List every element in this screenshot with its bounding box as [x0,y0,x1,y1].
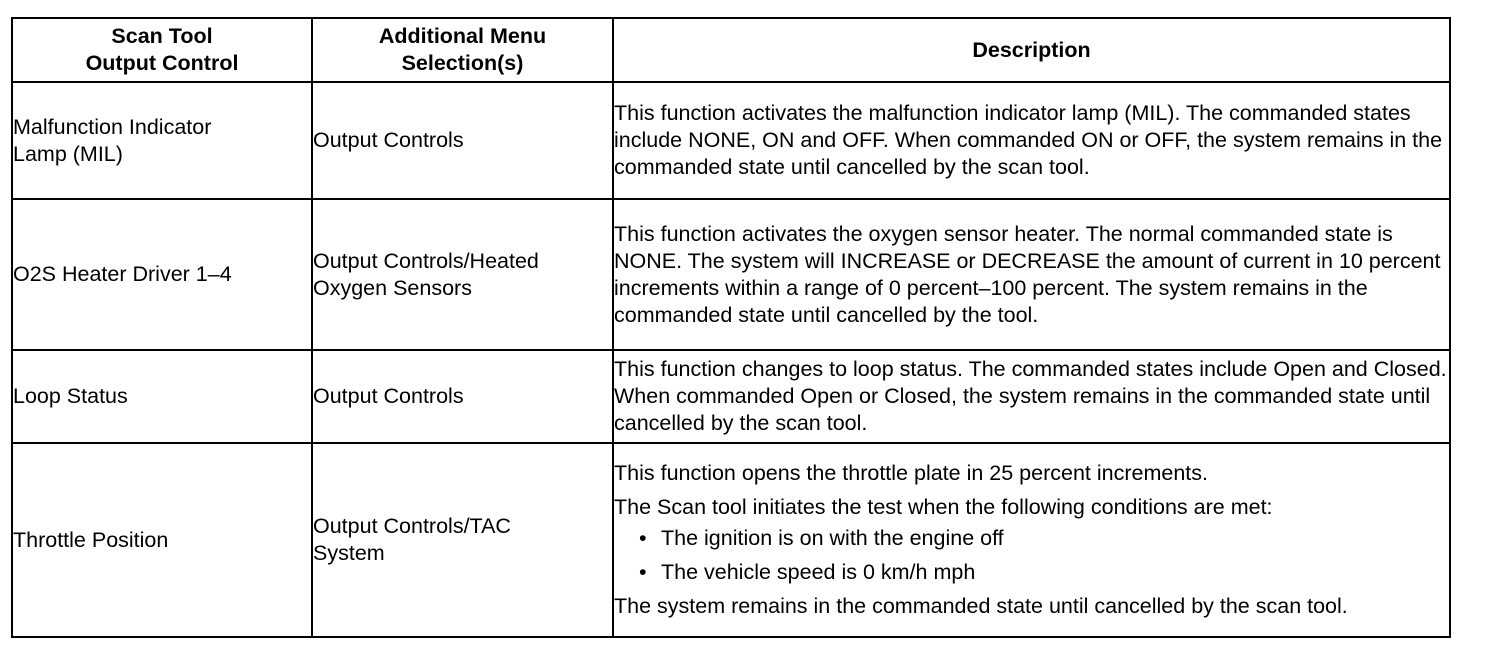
description-text: This function activates the malfunction indicator lamp (MIL). The commanded states include NONE, ON and OFF. When commanded ON or OFF, the system remains in the commanded state until cancelled by the scan tool. [614,101,1443,179]
header-col1-line1: Scan Tool [111,24,213,48]
menu-selection-cell [312,443,613,637]
description-conditions-lead: The Scan tool initiates the test when the following conditions are met: [614,495,1273,519]
output-control-cell [12,199,312,350]
table-row [12,82,1450,199]
description-text: This function changes to loop status. The commanded states include Open and Closed. When commanded Open or Closed, the system remains in the commanded state until cancelled by the scan tool. [614,357,1447,435]
table-row [12,199,1450,350]
menu-selection-line: Oxygen Sensors [313,275,472,300]
header-scan-tool-output-control [12,18,312,82]
output-control-cell [12,443,312,637]
description-cell [613,350,1450,443]
output-control-line: O2S Heater Driver 1–4 [13,262,232,286]
menu-selection-cell [312,82,613,199]
menu-selection-line: Output Controls [313,384,464,408]
table-row [12,443,1450,637]
header-col1-line2: Output Control [85,51,239,75]
menu-selection-line: Output Controls [313,128,464,152]
header-additional-menu-selections [312,18,613,82]
menu-selection-line: System [313,541,385,565]
output-control-line: Loop Status [13,384,128,408]
description-cell [613,82,1450,199]
output-control-line: Malfunction Indicator [13,114,212,139]
condition-bullet: • The vehicle speed is 0 km/h mph [639,559,1449,586]
header-col2-line2: Selection(s) [401,51,524,75]
output-control-line: Lamp (MIL) [13,141,123,166]
conditions-list [614,525,1449,586]
output-control-cell [12,350,312,443]
output-control-cell [12,82,312,199]
description-intro: This function opens the throttle plate in 25 percent increments. [614,461,1208,485]
description-cell [613,443,1450,637]
menu-selection-line: Output Controls/TAC [313,514,511,538]
menu-selection-cell [312,199,613,350]
header-row [12,18,1450,82]
condition-bullet: • The ignition is on with the engine off [639,525,1449,552]
header-description: Description [613,18,1450,82]
description-outro: The system remains in the commanded state until cancelled by the scan tool. [614,594,1348,618]
description-text: This function activates the oxygen sensor heater. The normal commanded state is NONE. The system will INCREASE or DECREASE the amount of current in 10 percent increments within a range of 0 percent–100 percent. The system remains in the commanded state until cancelled by the tool. [614,221,1441,327]
menu-selection-cell [312,350,613,443]
scan-tool-output-controls-table [11,17,1451,638]
table-row [12,350,1450,443]
description-cell [613,199,1450,350]
header-col2-line1: Additional Menu [378,24,547,48]
menu-selection-line: Output Controls/Heated [313,248,539,273]
output-control-line: Throttle Position [13,527,169,552]
